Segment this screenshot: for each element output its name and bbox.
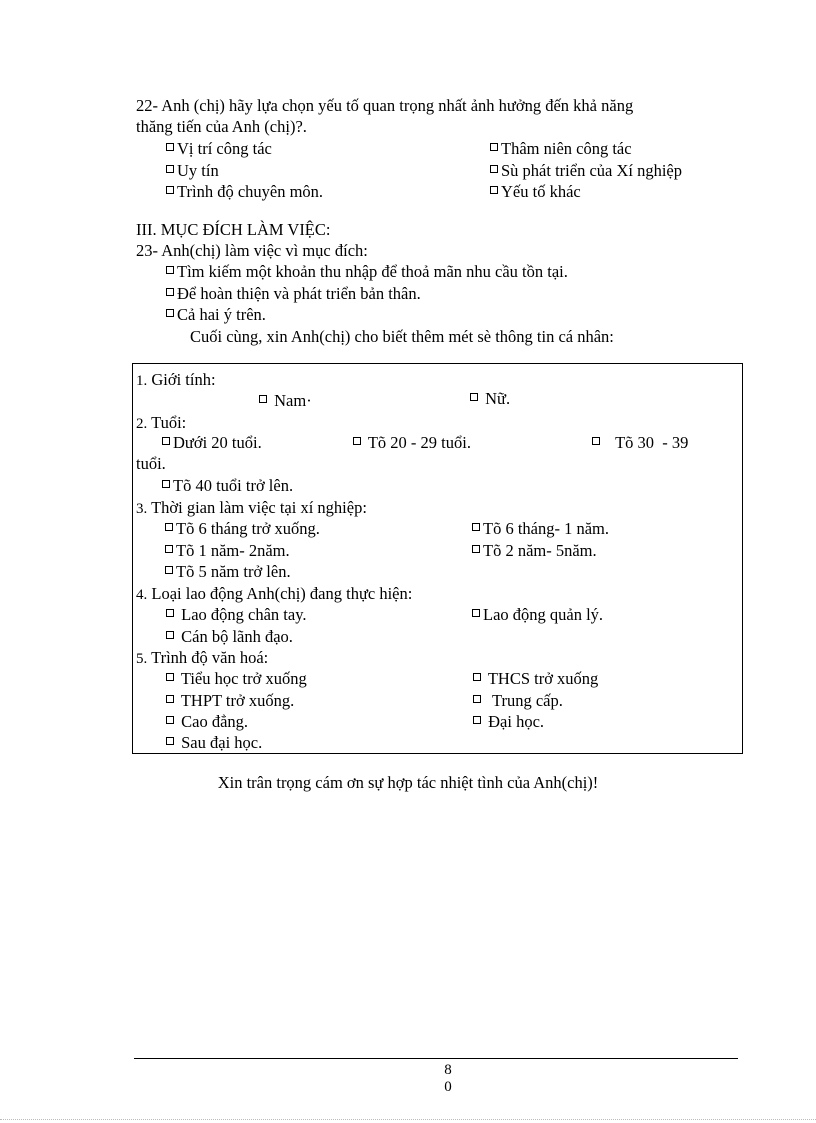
page-number-line2: 0 <box>444 1079 452 1095</box>
q22-option-reputation[interactable]: Uy tín <box>166 161 219 181</box>
checkbox-icon[interactable] <box>166 165 174 173</box>
p4-option-management[interactable]: Lao động quản lý. <box>472 605 603 625</box>
checkbox-icon[interactable] <box>166 631 174 639</box>
p5-heading: 5. Trình độ văn hoá: <box>136 648 269 667</box>
q22-option-seniority[interactable]: Thâm niên công tác <box>490 139 632 159</box>
checkbox-icon[interactable] <box>490 186 498 194</box>
checkbox-icon[interactable] <box>592 437 600 445</box>
q22-option-other[interactable]: Yếu tố khác <box>490 182 581 202</box>
checkbox-icon[interactable] <box>472 609 480 617</box>
p4-option-manual[interactable]: Lao động chân tay. <box>166 605 307 625</box>
p3-option-5y-plus[interactable]: Tõ 5 năm trở lên. <box>165 562 291 582</box>
page-edge-divider <box>0 1119 816 1120</box>
p2-wrap-text: tuổi. <box>136 454 166 473</box>
p3-heading: 3. Thời gian làm việc tại xí nghiệp: <box>136 498 367 517</box>
checkbox-icon[interactable] <box>166 609 174 617</box>
checkbox-icon[interactable] <box>473 673 481 681</box>
checkbox-icon[interactable] <box>166 288 174 296</box>
p5-option-primary[interactable]: Tiểu học trở xuống <box>166 669 307 689</box>
p5-option-college[interactable]: Cao đẳng. <box>166 712 248 732</box>
checkbox-icon[interactable] <box>473 695 481 703</box>
checkbox-icon[interactable] <box>166 673 174 681</box>
p3-option-1y-2y[interactable]: Tõ 1 năm- 2năm. <box>165 541 290 561</box>
checkbox-icon[interactable] <box>166 695 174 703</box>
p2-option-40-plus[interactable]: Tõ 40 tuổi trở lên. <box>162 476 293 496</box>
q23-option-both[interactable]: Cả hai ý trên. <box>166 305 266 325</box>
q23-option-self-development[interactable]: Để hoàn thiện và phát triển bản thân. <box>166 284 421 304</box>
q22-option-position[interactable]: Vị trí công tác <box>166 139 272 159</box>
checkbox-icon[interactable] <box>165 566 173 574</box>
checkbox-icon[interactable] <box>166 186 174 194</box>
checkbox-icon[interactable] <box>259 395 267 403</box>
checkbox-icon[interactable] <box>162 437 170 445</box>
p5-option-upper-secondary[interactable]: THPT trở xuống. <box>166 691 294 711</box>
p3-option-2y-5y[interactable]: Tõ 2 năm- 5năm. <box>472 541 597 561</box>
checkbox-icon[interactable] <box>165 545 173 553</box>
checkbox-icon[interactable] <box>472 523 480 531</box>
p4-option-leadership[interactable]: Cán bộ lãnh đạo. <box>166 627 293 647</box>
p2-option-20-29[interactable]: Tõ 20 - 29 tuổi. <box>353 433 471 453</box>
checkbox-icon[interactable] <box>166 143 174 151</box>
q23-text: 23- Anh(chị) làm việc vì mục đích: <box>136 241 368 260</box>
checkbox-icon[interactable] <box>490 143 498 151</box>
q22-option-expertise[interactable]: Trình độ chuyên môn. <box>166 182 323 202</box>
q22-text-line2: thăng tiến của Anh (chị)?. <box>136 117 307 136</box>
q22-option-company-growth[interactable]: Sù phát triển của Xí nghiệp <box>490 161 682 181</box>
p4-heading: 4. Loại lao động Anh(chị) đang thực hiện: <box>136 584 413 603</box>
checkbox-icon[interactable] <box>166 309 174 317</box>
closing-intro: Cuối cùng, xin Anh(chị) cho biết thêm mét sè thông tin cá nhân: <box>190 327 614 346</box>
p3-option-6m-1y[interactable]: Tõ 6 tháng- 1 năm. <box>472 519 609 539</box>
p5-option-postgraduate[interactable]: Sau đại học. <box>166 733 262 753</box>
p1-option-female[interactable]: Nữ. <box>470 389 510 409</box>
checkbox-icon[interactable] <box>472 545 480 553</box>
q22-text-line1: 22- Anh (chị) hãy lựa chọn yếu tố quan trọng nhất ảnh hưởng đến khả năng <box>136 96 634 115</box>
p5-option-lower-secondary[interactable]: THCS trở xuống <box>473 669 598 689</box>
p1-heading: 1. Giới tính: <box>136 370 216 389</box>
checkbox-icon[interactable] <box>162 480 170 488</box>
page-number-line1: 8 <box>444 1062 452 1078</box>
thank-you-text: Xin trân trọng cám ơn sự hợp tác nhiệt tình của Anh(chị)! <box>217 773 599 792</box>
checkbox-icon[interactable] <box>490 165 498 173</box>
p5-option-university[interactable]: Đại học. <box>473 712 544 732</box>
p5-option-vocational[interactable]: Trung cấp. <box>473 691 563 711</box>
p2-heading: 2. Tuổi: <box>136 413 187 432</box>
p2-option-30-39[interactable]: Tõ 30 - 39 <box>592 433 688 453</box>
section-3-title: III. MỤC ĐÍCH LÀM VIỆC: <box>136 220 331 239</box>
footer-divider <box>134 1058 738 1059</box>
checkbox-icon[interactable] <box>166 737 174 745</box>
checkbox-icon[interactable] <box>166 266 174 274</box>
checkbox-icon[interactable] <box>166 716 174 724</box>
checkbox-icon[interactable] <box>473 716 481 724</box>
q23-option-income[interactable]: Tìm kiếm một khoản thu nhập để thoả mãn nhu cầu tồn tại. <box>166 262 568 282</box>
p3-option-under-6m[interactable]: Tõ 6 tháng trở xuống. <box>165 519 320 539</box>
checkbox-icon[interactable] <box>470 393 478 401</box>
checkbox-icon[interactable] <box>165 523 173 531</box>
p1-option-male[interactable]: Nam· <box>259 391 312 411</box>
p2-option-under-20[interactable]: Dưới 20 tuổi. <box>162 433 262 453</box>
checkbox-icon[interactable] <box>353 437 361 445</box>
